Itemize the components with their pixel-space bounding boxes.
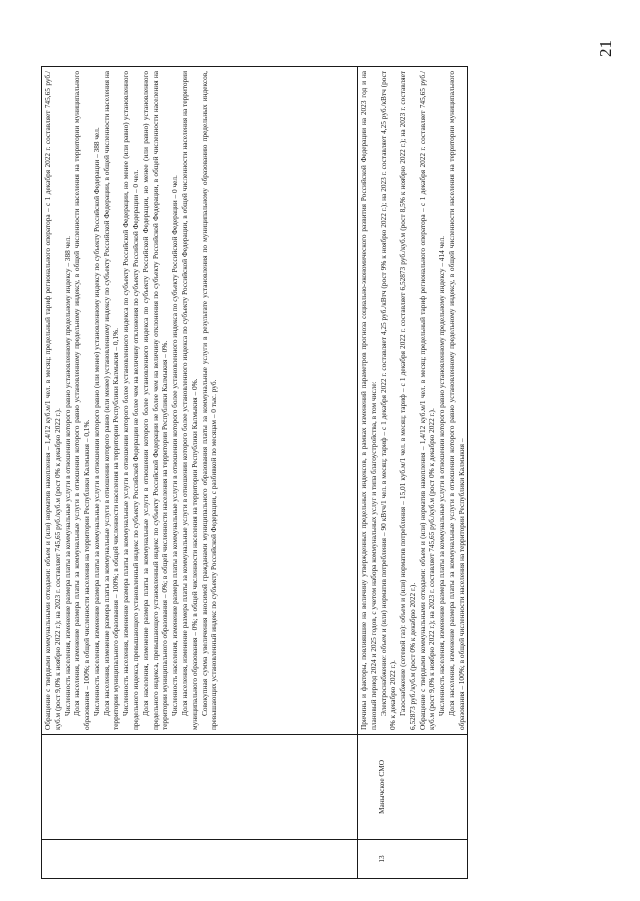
row-number-cell: 13 xyxy=(358,840,468,879)
paragraph: Доля населения, изменение размера платы за коммунальные услуги в отношении которого равно (или менее) установленному индексу по субъекту Российской Федерации, в общей численности населения на территории муниципального образования – 100%; в общей численности населения на территории Республики Калмыкия – 0,1%. xyxy=(101,71,121,730)
paragraph: Газоснабжение (сетевой газ): объем и (или) норматив потребления – 15,01 куб.м/1 чел. в месяц; тариф – с 1 декабря 2022 г. составляет 6,52873 руб./куб.м (рост 8,5% к ноябрю 2022 г.); на 2023 г. составляет 6,52873 руб./куб.м (рост 0% к декабрю 2022 г.). xyxy=(398,71,417,730)
municipality-name-cell xyxy=(42,735,358,840)
paragraph: Совокупная сумма увеличения вносимой гражданами муниципального образования платы за коммунальные услуги в результате установления по муниципальному образованию предельных индексов, превышающих установленный индекс по субъекту Российской Федерации, с разбивкой по месяцам – 0 тыс. руб. xyxy=(199,71,219,730)
row-number-cell xyxy=(42,840,358,879)
paragraph: Доля населения, изменение размера платы за коммунальные услуги в отношении которого равно установленному предельному индексу, в общей численности населения на территории муниципального образования – 100%; в общей численности населения на территории Республики Калмыкия – 0,1%. xyxy=(72,71,92,730)
paragraph: Доля населения, изменение размера платы за коммунальные услуги в отношении которого более установленного индекса по субъекту Российской Федерации, в общей численности населения на территории муниципального образования – 0%; в общей численности населения на территории Республики Калмыкия – 0%. xyxy=(179,71,199,730)
paragraph: Обращение с твердыми коммунальными отходами: объем и (или) норматив накопления – 1,4/12 куб.м/1 чел. в месяц; предельный тариф регионального оператора – с 1 декабря 2022 г. составляет 745,65 руб./куб.м (рост 9,0% к ноябрю 2022 г.); на 2023 г. составляет 745,65 руб./куб.м (рост 0% к декабрю 2022 г.). xyxy=(417,71,437,730)
paragraph: Численность населения, изменение размера платы за коммунальные услуги в отношении которого более установленного индекса по субъекту Российской Федерации – 0 чел. xyxy=(170,175,180,716)
table-row xyxy=(42,67,358,879)
description-cell xyxy=(42,67,358,735)
paragraph: Доля населения, изменение размера платы за коммунальные услуги в отношении которого равно установленному предельному индексу, в общей численности населения на территории муниципального образования – 100%; в общей численности населения на территории Республики Калмыкия – xyxy=(447,71,466,730)
page-number: 21 xyxy=(596,40,615,57)
paragraph: Численность населения, изменение размера платы за коммунальные услуги в отношении которого равно установленному предельному индексу – 388 чел. xyxy=(62,236,72,716)
paragraph: Причины и факторы, повлиявшие на величину утвержденных предельных индексов, в рамках изменений параметров прогноза социально-экономического развития Российской Федерации на 2023 год и на плановый период 2024 и 2025 годов, с учетом набора коммунальных услуг и типа благоустройства, в том числе: xyxy=(359,71,378,730)
municipality-name-cell: Манычское СМО xyxy=(358,735,468,840)
description-cell xyxy=(358,67,468,735)
paragraph: Численность населения, изменение размера платы за коммунальные услуги в отношении которого более установленного индекса по субъекту Российской Федерации, но менее (или равно) установленного предельного индекса, превышающего установленный индекс по субъекту Российской Федерации не более чем на величину отклонения по субъекту Российской Федерации – 0 чел. xyxy=(121,71,141,730)
paragraph: Численность населения, изменение размера платы за коммунальные услуги в отношении которого равно установленному предельному индексу – 414 чел. xyxy=(437,236,447,716)
paragraph: Доля населения, изменение размера платы за коммунальные услуги в отношении которого более установленного индекса по субъекту Российской Федерации, но менее (или равно) установленного предельного индекса, превышающего установленный индекс по субъекту Российской Федерации не более чем на величину отклонения по субъекту Российской Федерации, в общей численности населения на территории муниципального образования – 0%; в общей численности населения на территории Республики Калмыкия – 0%. xyxy=(140,71,170,730)
paragraph: Обращение с твердыми коммунальными отходами: объем и (или) норматив накопления – 1,4/12 куб.м/1 чел. в месяц; предельный тариф регионального оператора – с 1 декабря 2022 г. составляет 745,65 руб./куб.м (рост 9,0% к ноябрю 2022 г.); на 2023 г. составляет 745,65 руб./куб.м (рост 0% к декабрю 2022 г.). xyxy=(43,71,62,730)
paragraph: Численность населения, изменение размера платы за коммунальные услуги в отношении которого равно (или менее) установленному индексу по субъекту Российской Федерации – 388 чел. xyxy=(91,127,101,716)
document-table xyxy=(41,66,468,879)
paragraph: Электроснабжение: объем и (или) норматив потребления – 90 кВтч/1 чел. в месяц; тариф – с 1 декабря 2022 г. составляет 4,25 руб./кВтч (рост 9% к ноябрю 2022 г.); на 2023 г. составляет 4,25 руб./кВтч (рост 0% к декабрю 2022 г.). xyxy=(378,71,398,730)
table-row xyxy=(358,67,468,879)
